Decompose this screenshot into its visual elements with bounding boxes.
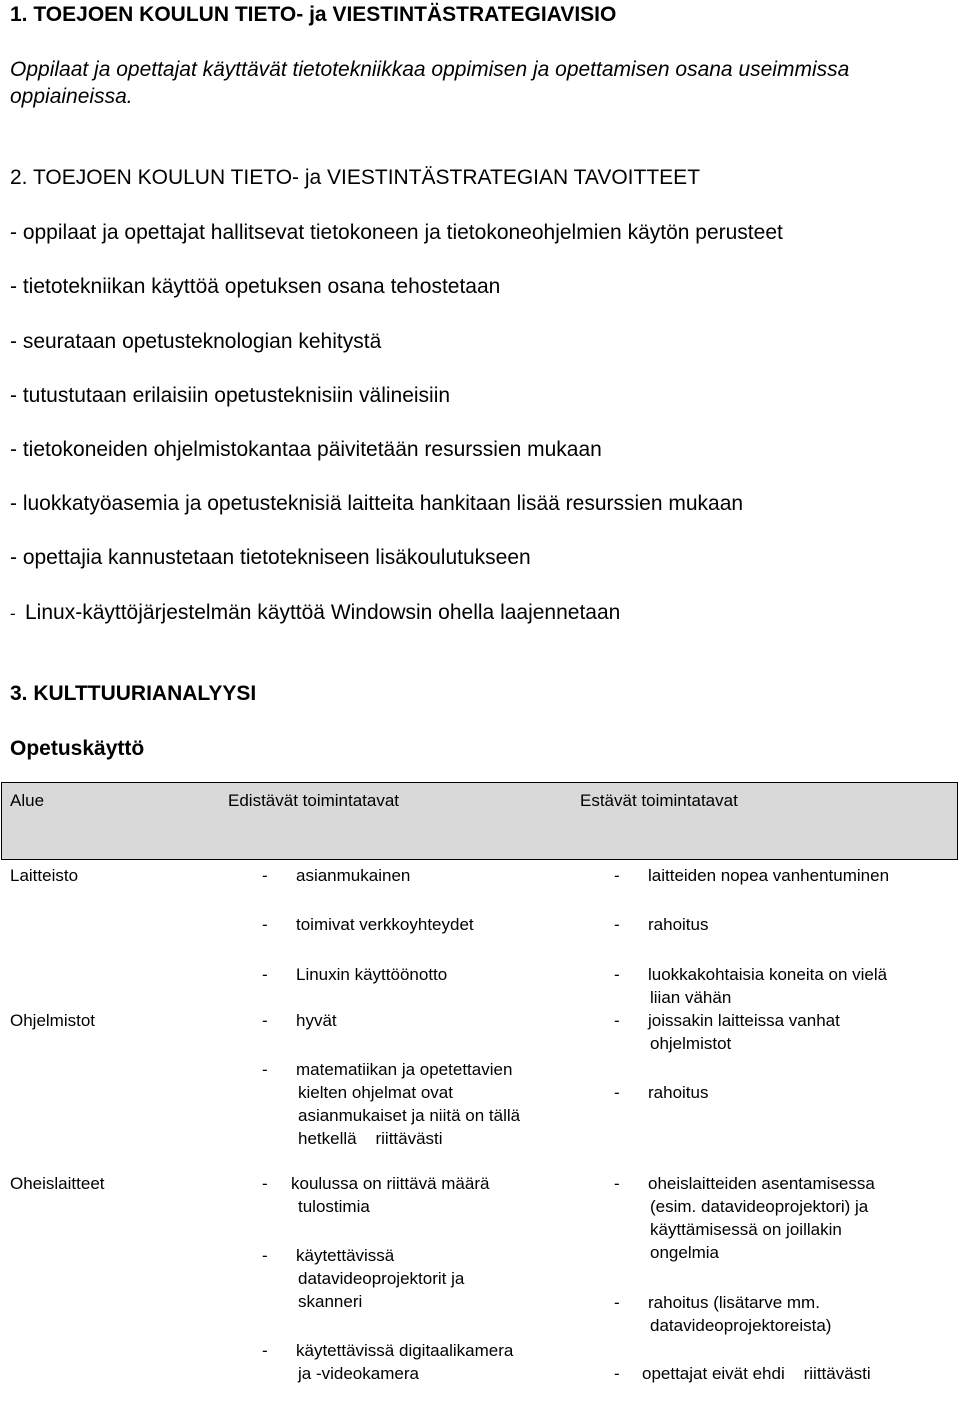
goal-item: Linux-käyttöjärjestelmän käyttöä Windowsin ohella laajennetaan (25, 601, 621, 624)
goal-item: - oppilaat ja opettajat hallitsevat tietokoneen ja tietokoneohjelmien käytön perusteet (10, 221, 783, 244)
bullet-dash: - (614, 965, 620, 984)
item-text-line: käytettävissä (296, 1246, 395, 1265)
item-text: laitteiden nopea vanhentuminen (648, 866, 890, 885)
bullet-dash: - (614, 1083, 620, 1102)
bullet-dash: - (614, 1011, 620, 1030)
bullet-dash: - (262, 1341, 268, 1360)
bullet-dash: - (614, 915, 620, 934)
header-area: Alue (10, 791, 45, 810)
bullet-dash: - (614, 866, 620, 885)
item-text-line: luokkakohtaisia koneita on vielä (648, 965, 888, 984)
item-text-line: skanneri (298, 1292, 363, 1311)
item-text-line: (esim. datavideoprojektori) ja (650, 1197, 869, 1216)
bullet-dash: - (262, 1174, 268, 1193)
table-header-row (1, 782, 958, 860)
item-text-line: ohjelmistot (650, 1034, 732, 1053)
item-text-line: käytettävissä digitaalikamera (296, 1341, 514, 1360)
item-text-line: koulussa on riittävä määrä (291, 1174, 490, 1193)
goal-item-dash: - (10, 604, 16, 623)
item-text: opettajat eivät ehdi riittävästi (642, 1364, 871, 1383)
item-text-line: oheislaitteiden asentamisessa (648, 1174, 875, 1193)
item-text: rahoitus (648, 915, 709, 934)
row-area-laitteisto: Laitteisto (10, 866, 79, 885)
item-text-line: ongelmia (650, 1243, 719, 1262)
section3-heading: 3. KULTTUURIANALYYSI (10, 682, 257, 705)
bullet-dash: - (262, 866, 268, 885)
vision-text-line1: Oppilaat ja opettajat käyttävät tietotekniikkaa oppimisen ja opettamisen osana useimmissa (10, 58, 850, 81)
item-text-line: tulostimia (298, 1197, 370, 1216)
item-text-line: matematiikan ja opetettavien (296, 1060, 513, 1079)
item-text: Linuxin käyttöönotto (296, 965, 448, 984)
row-area-ohjelmistot: Ohjelmistot (10, 1011, 96, 1030)
bullet-dash: - (262, 1060, 268, 1079)
row-area-oheislaitteet: Oheislaitteet (10, 1174, 105, 1193)
item-text-line: rahoitus (lisätarve mm. (648, 1293, 820, 1312)
goal-item: - tutustutaan erilaisiin opetusteknisiin välineisiin (10, 384, 451, 407)
item-text: hyvät (296, 1011, 337, 1030)
bullet-dash: - (614, 1364, 620, 1383)
goal-item: - luokkatyöasemia ja opetusteknisiä laitteita hankitaan lisää resurssien mukaan (10, 492, 744, 515)
item-text-line: datavideoprojektoreista) (650, 1316, 832, 1335)
item-text-line: asianmukaiset ja niitä on tällä (298, 1106, 521, 1125)
goal-item: - tietotekniikan käyttöä opetuksen osana tehostetaan (10, 275, 501, 298)
bullet-dash: - (262, 915, 268, 934)
vision-text-line2: oppiaineissa. (10, 85, 133, 108)
header-promoting: Edistävät toimintatavat (228, 791, 400, 810)
goal-item: - tietokoneiden ohjelmistokantaa päivitetään resurssien mukaan (10, 438, 602, 461)
item-text-line: ja -videokamera (298, 1364, 419, 1383)
item-text-line: liian vähän (650, 988, 732, 1007)
item-text-line: hetkellä riittävästi (298, 1129, 443, 1148)
item-text: toimivat verkkoyhteydet (296, 915, 474, 934)
bullet-dash: - (262, 1246, 268, 1265)
item-text-line: datavideoprojektorit ja (298, 1269, 465, 1288)
section3-subheading: Opetuskäyttö (10, 737, 145, 760)
item-text-line: kielten ohjelmat ovat (298, 1083, 453, 1102)
goal-item: - seurataan opetusteknologian kehitystä (10, 330, 382, 353)
bullet-dash: - (262, 965, 268, 984)
item-text-line: käyttämisessä on joillakin (650, 1220, 842, 1239)
goal-item: - opettajia kannustetaan tietotekniseen lisäkoulutukseen (10, 546, 531, 569)
item-text: rahoitus (648, 1083, 709, 1102)
header-hindering: Estävät toimintatavat (580, 791, 738, 810)
item-text: asianmukainen (296, 866, 411, 885)
bullet-dash: - (262, 1011, 268, 1030)
item-text-line: joissakin laitteissa vanhat (648, 1011, 840, 1030)
section1-heading: 1. TOEJOEN KOULUN TIETO- ja VIESTINTÄSTRATEGIAVISIO (10, 3, 617, 26)
bullet-dash: - (614, 1174, 620, 1193)
section2-heading: 2. TOEJOEN KOULUN TIETO- ja VIESTINTÄSTRATEGIAN TAVOITTEET (10, 166, 701, 189)
bullet-dash: - (614, 1293, 620, 1312)
